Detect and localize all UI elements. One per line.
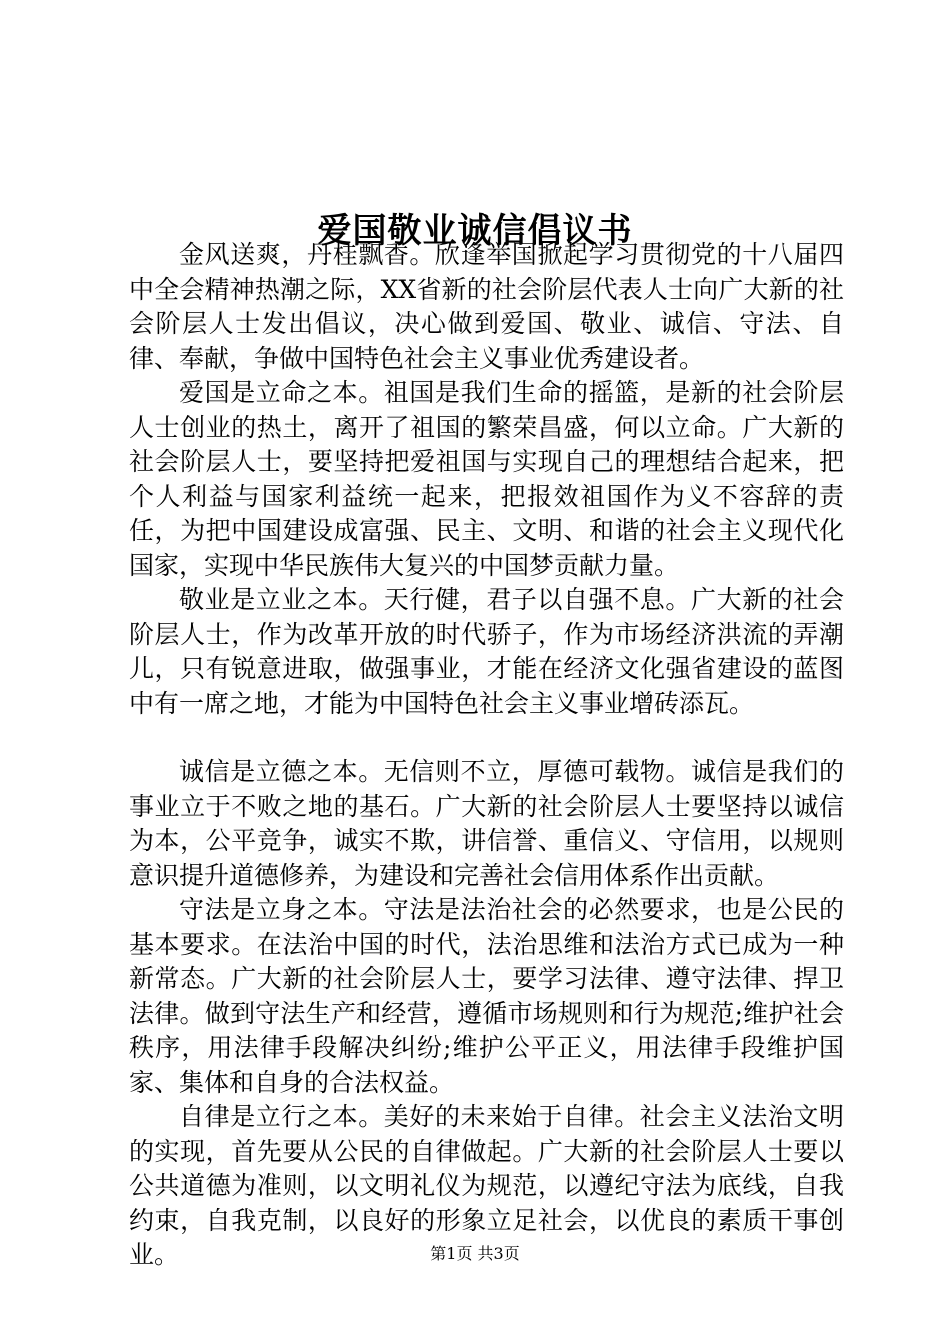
paragraph-law-abiding: 守法是立身之本。守法是法治社会的必然要求，也是公民的基本要求。在法治中国的时代，法治思维和法治方式已成为一种新常态。广大新的社会阶层人士，要学习法律、遵守法律、捍卫法律。做到守法生产和经营，遵循市场规则和行为规范;维护社会秩序，用法律手段解决纠纷;维护公平正义，用法律手段维护国家、集体和自身的合法权益。	[129, 895, 844, 1097]
paragraph-dedication: 敬业是立业之本。天行健，君子以自强不息。广大新的社会阶层人士，作为改革开放的时代骄子，作为市场经济洪流的弄潮儿，只有锐意进取，做强事业，才能在经济文化强省建设的蓝图中有一席之地，才能为中国特色社会主义事业增砖添瓦。	[129, 585, 844, 718]
document-body	[129, 238, 844, 1273]
paragraph-intro: 金风送爽，丹桂飘香。欣逢举国掀起学习贯彻党的十八届四中全会精神热潮之际，XX省新的社会阶层代表人士向广大新的社会阶层人士发出倡议，决心做到爱国、敬业、诚信、守法、自律、奉献，争做中国特色社会主义事业优秀建设者。	[129, 240, 844, 373]
paragraph-patriotism: 爱国是立命之本。祖国是我们生命的摇篮，是新的社会阶层人士创业的热土，离开了祖国的繁荣昌盛，何以立命。广大新的社会阶层人士，要坚持把爱祖国与实现自己的理想结合起来，把个人利益与国家利益统一起来，把报效祖国作为义不容辞的责任，为把中国建设成富强、民主、文明、和谐的社会主义现代化国家，实现中华民族伟大复兴的中国梦贡献力量。	[129, 378, 844, 580]
paragraph-integrity: 诚信是立德之本。无信则不立，厚德可载物。诚信是我们的事业立于不败之地的基石。广大新的社会阶层人士要坚持以诚信为本，公平竞争，诚实不欺，讲信誉、重信义、守信用，以规则意识提升道德修养，为建设和完善社会信用体系作出贡献。	[129, 757, 844, 890]
document-title: 爱国敬业诚信倡议书	[317, 210, 633, 251]
page-number-footer: 第1页 共3页	[430, 1244, 520, 1263]
paragraph-self-discipline: 自律是立行之本。美好的未来始于自律。社会主义法治文明的实现，首先要从公民的自律做起。广大新的社会阶层人士要以公共道德为准则，以文明礼仪为规范，以遵纪守法为底线，自我约束，自我克制，以良好的形象立足社会，以优良的素质干事创业。	[129, 1102, 844, 1269]
